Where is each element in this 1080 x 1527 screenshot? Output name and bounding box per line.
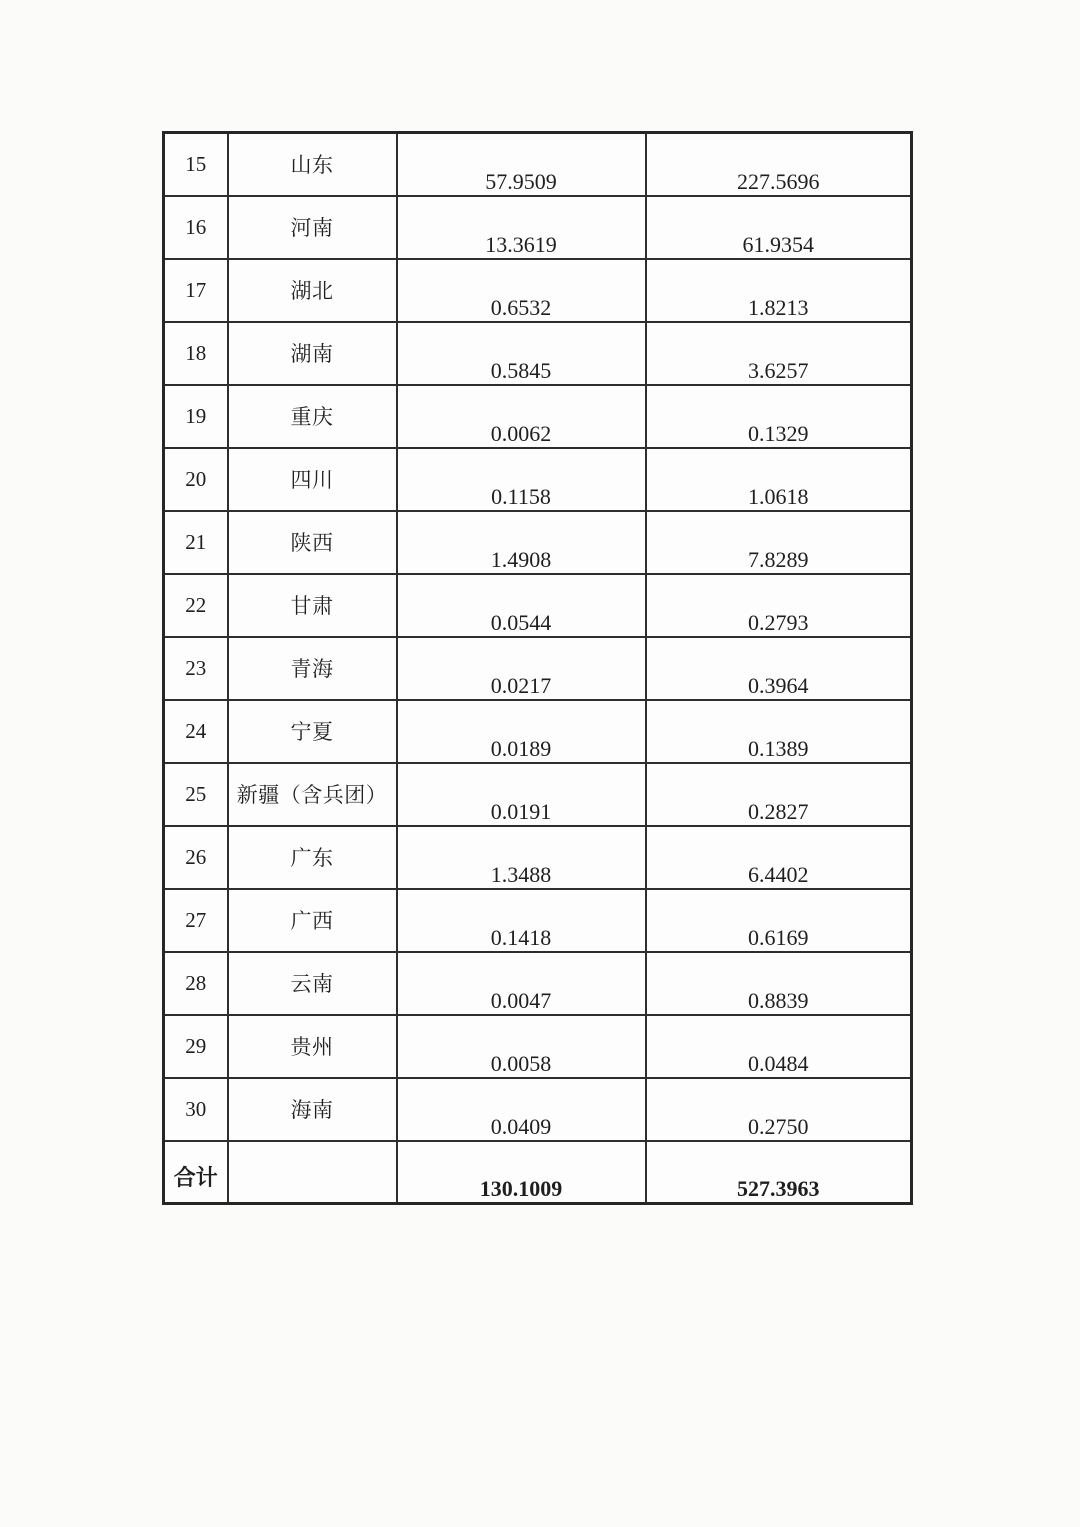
value-col2: 0.2827 [646, 763, 912, 826]
region-name: 新疆（含兵团） [228, 763, 397, 826]
region-name: 河南 [228, 196, 397, 259]
row-index: 19 [164, 385, 228, 448]
table-row [164, 196, 912, 259]
region-name: 青海 [228, 637, 397, 700]
value-col2: 1.8213 [646, 259, 912, 322]
row-index: 20 [164, 448, 228, 511]
value-col2: 0.0484 [646, 1015, 912, 1078]
row-index: 18 [164, 322, 228, 385]
value-col1: 13.3619 [397, 196, 646, 259]
region-name: 甘肃 [228, 574, 397, 637]
row-index: 26 [164, 826, 228, 889]
value-col1: 0.5845 [397, 322, 646, 385]
value-col1: 1.4908 [397, 511, 646, 574]
value-col2: 0.2750 [646, 1078, 912, 1141]
value-col2: 0.8839 [646, 952, 912, 1015]
region-name: 宁夏 [228, 700, 397, 763]
table-row [164, 700, 912, 763]
value-col1: 0.1418 [397, 889, 646, 952]
total-row [164, 1141, 912, 1204]
table-row [164, 637, 912, 700]
region-name: 广西 [228, 889, 397, 952]
value-col2: 6.4402 [646, 826, 912, 889]
table-row [164, 511, 912, 574]
row-index: 25 [164, 763, 228, 826]
value-col1: 0.0047 [397, 952, 646, 1015]
row-index: 16 [164, 196, 228, 259]
region-name: 山东 [228, 133, 397, 196]
total-label: 合计 [164, 1141, 228, 1204]
value-col1: 0.6532 [397, 259, 646, 322]
row-index: 30 [164, 1078, 228, 1141]
value-col2: 0.1389 [646, 700, 912, 763]
region-name: 湖南 [228, 322, 397, 385]
row-index: 15 [164, 133, 228, 196]
table-row [164, 1078, 912, 1141]
table-row [164, 385, 912, 448]
row-index: 17 [164, 259, 228, 322]
region-name: 四川 [228, 448, 397, 511]
row-index: 22 [164, 574, 228, 637]
value-col2: 3.6257 [646, 322, 912, 385]
province-data-table [162, 131, 913, 1205]
table-row [164, 1015, 912, 1078]
value-col2: 61.9354 [646, 196, 912, 259]
value-col2: 227.5696 [646, 133, 912, 196]
value-col1: 0.0217 [397, 637, 646, 700]
value-col2: 0.3964 [646, 637, 912, 700]
value-col1: 0.0191 [397, 763, 646, 826]
table-row [164, 322, 912, 385]
value-col1: 1.3488 [397, 826, 646, 889]
region-name: 陕西 [228, 511, 397, 574]
table-body [164, 133, 912, 1204]
region-name: 重庆 [228, 385, 397, 448]
value-col2: 0.2793 [646, 574, 912, 637]
table-row [164, 133, 912, 196]
value-col2: 0.6169 [646, 889, 912, 952]
table-row [164, 259, 912, 322]
row-index: 24 [164, 700, 228, 763]
table-row [164, 952, 912, 1015]
value-col1: 0.1158 [397, 448, 646, 511]
total-value-col2: 527.3963 [646, 1141, 912, 1204]
value-col1: 0.0058 [397, 1015, 646, 1078]
region-name: 云南 [228, 952, 397, 1015]
table-row [164, 826, 912, 889]
row-index: 23 [164, 637, 228, 700]
table-row [164, 448, 912, 511]
region-name: 湖北 [228, 259, 397, 322]
table-row [164, 763, 912, 826]
value-col1: 0.0189 [397, 700, 646, 763]
row-index: 27 [164, 889, 228, 952]
row-index: 21 [164, 511, 228, 574]
value-col1: 0.0544 [397, 574, 646, 637]
table-row [164, 574, 912, 637]
row-index: 28 [164, 952, 228, 1015]
total-value-col1: 130.1009 [397, 1141, 646, 1204]
total-region-empty-cell [228, 1141, 397, 1204]
table-row [164, 889, 912, 952]
row-index: 29 [164, 1015, 228, 1078]
value-col2: 1.0618 [646, 448, 912, 511]
value-col1: 0.0409 [397, 1078, 646, 1141]
value-col2: 0.1329 [646, 385, 912, 448]
region-name: 海南 [228, 1078, 397, 1141]
value-col1: 0.0062 [397, 385, 646, 448]
value-col2: 7.8289 [646, 511, 912, 574]
value-col1: 57.9509 [397, 133, 646, 196]
region-name: 广东 [228, 826, 397, 889]
region-name: 贵州 [228, 1015, 397, 1078]
